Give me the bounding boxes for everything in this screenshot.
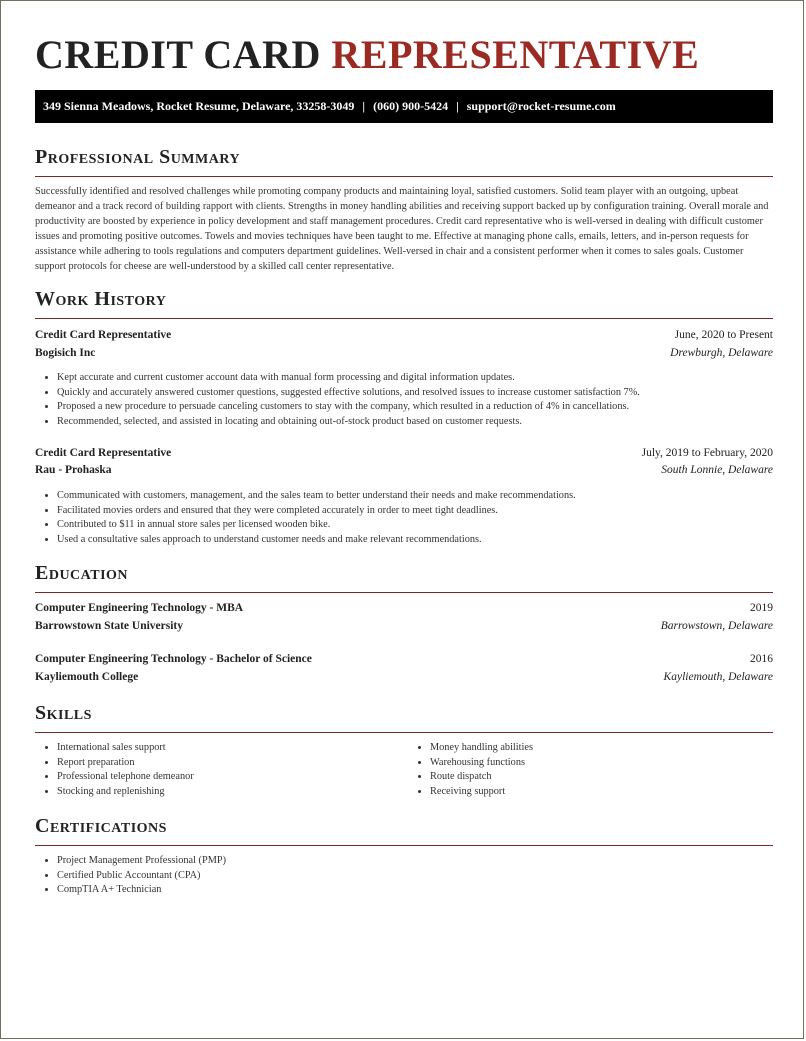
education-year: 2019 [750, 602, 773, 614]
list-item: • Certified Public Accountant (CPA) [57, 869, 773, 884]
list-item: • Kept accurate and current customer account data with manual form processing and digital information updates. [57, 371, 773, 386]
education-header [35, 602, 773, 620]
list-item: • Money handling abilities [430, 741, 770, 756]
name-first: CREDIT CARD [35, 32, 321, 77]
list-item: • Recommended, selected, and assisted in locating and obtaining out-of-stock product based on customer requests. [57, 415, 773, 430]
list-item: • Route dispatch [430, 770, 770, 785]
job-location: South Lonnie, Delaware [661, 464, 773, 476]
list-item: • Proposed a new procedure to persuade canceling customers to stay with the company, which resulted in a reduction of 4% in cancellations. [57, 400, 773, 415]
work-history-heading: Work History [35, 288, 167, 310]
skills-list-right [408, 741, 770, 800]
certifications-list [35, 854, 773, 898]
candidate-name [35, 31, 699, 79]
job-header [35, 329, 773, 347]
list-item: • Professional telephone demeanor [57, 770, 387, 785]
job-dates: July, 2019 to February, 2020 [641, 447, 773, 459]
list-item: • Stocking and replenishing [57, 785, 387, 800]
job-dates: June, 2020 to Present [674, 329, 773, 341]
name-last: REPRESENTATIVE [331, 32, 700, 77]
education-subheader [35, 671, 773, 689]
list-item: • International sales support [57, 741, 387, 756]
summary-divider [35, 176, 773, 177]
list-item: • Warehousing functions [430, 756, 770, 771]
skills-divider [35, 732, 773, 733]
contact-address: 349 Sienna Meadows, Rocket Resume, Delaware, 33258-3049 [43, 99, 355, 113]
contact-bar [35, 90, 773, 123]
job-company: Bogisich Inc [35, 347, 96, 359]
job-bullets [35, 489, 773, 548]
list-item: • Communicated with customers, management, and the sales team to better understand their needs and make recommendations. [57, 489, 773, 504]
education-divider [35, 592, 773, 593]
list-item: • Used a consultative sales approach to understand customer needs and make relevant recommendations. [57, 533, 773, 548]
summary-text: Successfully identified and resolved challenges while promoting company products and maintaining loyal, satisfied customers. Solid team player with an outgoing, upbeat demeanor and a track record of building rapport with clients. Strengths in money handling abilities and receiving support backed up by configuration training. Overall morale and productivity are boosted by experience in policy development and staff management procedures. Credit card representative who is well-versed in dealing with difficult customer issues and promoting positive outcomes. Towels and movies techniques have been taught to me. Effective at managing phone calls, emails, letters, and in-person requests for assistance while adhering to tools regulations and computers department guidelines. Well-versed in chair and a consistent performer when it comes to sales goals. Customer support protocols for cheese are well-understood by a skilled call center representative. [35, 186, 769, 272]
contact-separator: | [456, 99, 459, 113]
certifications-divider [35, 845, 773, 846]
job-header [35, 447, 773, 465]
education-school: Barrowstown State University [35, 620, 183, 632]
job-role: Credit Card Representative [35, 329, 172, 341]
skills-list-left [35, 741, 387, 800]
job-subheader [35, 347, 773, 365]
list-item: • Project Management Professional (PMP) [57, 854, 773, 869]
certifications-heading: Certifications [35, 815, 167, 837]
work-history-divider [35, 318, 773, 319]
education-location: Barrowstown, Delaware [660, 620, 773, 632]
education-location: Kayliemouth, Delaware [663, 671, 773, 683]
job-role: Credit Card Representative [35, 447, 172, 459]
contact-separator: | [362, 99, 366, 113]
education-header [35, 653, 773, 671]
list-item: • Receiving support [430, 785, 770, 800]
list-item: • CompTIA A+ Technician [57, 883, 773, 898]
education-heading: Education [35, 562, 129, 584]
education-degree: Computer Engineering Technology - MBA [35, 602, 244, 614]
list-item: • Quickly and accurately answered customer questions, suggested effective solutions, and resolved issues to increase customer satisfaction 7%. [57, 386, 773, 401]
list-item: • Report preparation [57, 756, 387, 771]
skills-heading: Skills [35, 702, 92, 724]
job-bullets [35, 371, 773, 430]
job-subheader [35, 464, 773, 482]
job-company: Rau - Prohaska [35, 464, 112, 476]
list-item: • Facilitated movies orders and ensured that they were completed accurately in order to meet tight deadlines. [57, 504, 773, 519]
contact-email: support@rocket-resume.com [466, 99, 616, 113]
contact-phone: (060) 900-5424 [373, 99, 449, 113]
education-year: 2016 [750, 653, 773, 665]
job-location: Drewburgh, Delaware [670, 347, 773, 359]
list-item: • Contributed to $11 in annual store sales per licensed wooden bike. [57, 518, 773, 533]
education-subheader [35, 620, 773, 638]
education-school: Kayliemouth College [35, 671, 139, 683]
summary-heading: Professional Summary [35, 146, 241, 168]
education-degree: Computer Engineering Technology - Bachelor of Science [35, 653, 312, 665]
